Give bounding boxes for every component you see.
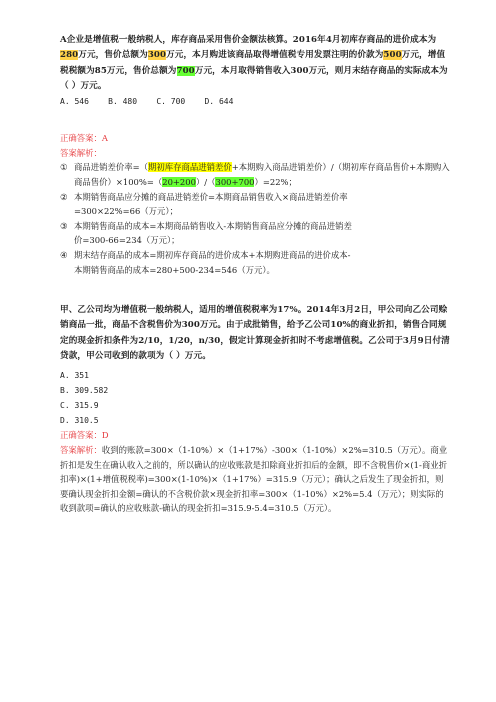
question-1-answer: 正确答案：A [60,133,108,144]
question-2-analysis-label: 答案解析： [60,444,102,455]
question-2-option-d: D. 310.5 [60,416,99,426]
highlight-300: 300 [147,50,167,61]
highlight-280: 280 [60,50,79,61]
analysis-step-4: ④ 期末结存商品的成本=期初库存商品的进价成本+本期购进商品的进价成本- 本期销售商品的成本=280+500-234=546（万元）。 [60,249,351,275]
document-page [60,33,450,516]
analysis-step-3: ③ 本期销售商品的成本=本期商品销售收入-本期销售商品应分摊的商品进销差 价=300-66=234（万元）； [60,220,352,246]
question-2-stem: 甲、乙公司均为增值税一般纳税人，适用的增值税税率为17%。2014年3月2日，甲公司向乙公司赊销商品一批，商品不含税售价为300万元。由于成批销售，给予乙公司10%的商业折扣，销售合同规定的现金折扣条件为2/10，1/20，n/30，假定计算现金折扣时不考虑增值税。乙公司于3月9日付清贷款，甲公司收到的款项为（ ）万元。 [60,305,450,362]
question-1-analysis-label: 答案解析： [60,147,102,158]
question-1-stem: A企业是增值税一般纳税人，库存商品采用售价金额法核算。2016年4月初库存商品的进价成本为280万元，售价总额为300万元，本月购进该商品取得增值税专用发票注明的价款为500万元，增值税税额为85万元，售价总额为700万元，本月取得销售收入300万元，则月末结存商品的实际成本为（ ）万元。 [60,35,448,91]
question-2-analysis: 答案解析：收到的账款=300×（1-10%）×（1+17%）-300×（1-10%）×2%=310.5（万元）。商业折扣是发生在确认收入之前的，所以确认的应收账款是扣除商业折扣后的金额，即不含税售价×(1-商业折扣率)×(1+增值税税率)=300×(1-10%)×（1+17%）=315.9（万元）；确认之后发生了现金折扣，则要确认现金折扣金额=确认的不含税价款×现金折扣率=300×（1-10%）×2%=5.4（万元）；则实际的收到款项=确认的应收账款-确认的现金折扣=315.9-5.4=310.5（万元）。 [60,444,448,514]
highlight-700: 700 [176,65,195,76]
question-1-options: A. 546 B. 480 C. 700 D. 644 [60,97,234,107]
question-2-option-c: C. 315.9 [60,401,99,411]
question-2-option-b: B. 309.582 [60,386,109,396]
highlight-20-200: 20+200 [162,176,196,187]
analysis-step-2: ② 本期销售商品应分摊的商品进销差价=本期商品销售收入×商品进销差价率 =300×22%=66（万元）； [60,191,348,217]
question-2-option-a: A. 351 [60,371,89,381]
question-2-answer: 正确答案：D [60,430,109,441]
highlight-period-start-diff: 期初库存商品进销差价 [148,162,232,173]
highlight-500: 500 [383,50,402,61]
highlight-300-700: 300+700 [215,176,255,187]
analysis-step-1: ① 商品进销差价率=（期初库存商品进销差价+本期购入商品进销差价）/（期初库存商品售价+本期购入商品售价）×100%=（20+200）/（300+700）=22%； [60,162,450,187]
